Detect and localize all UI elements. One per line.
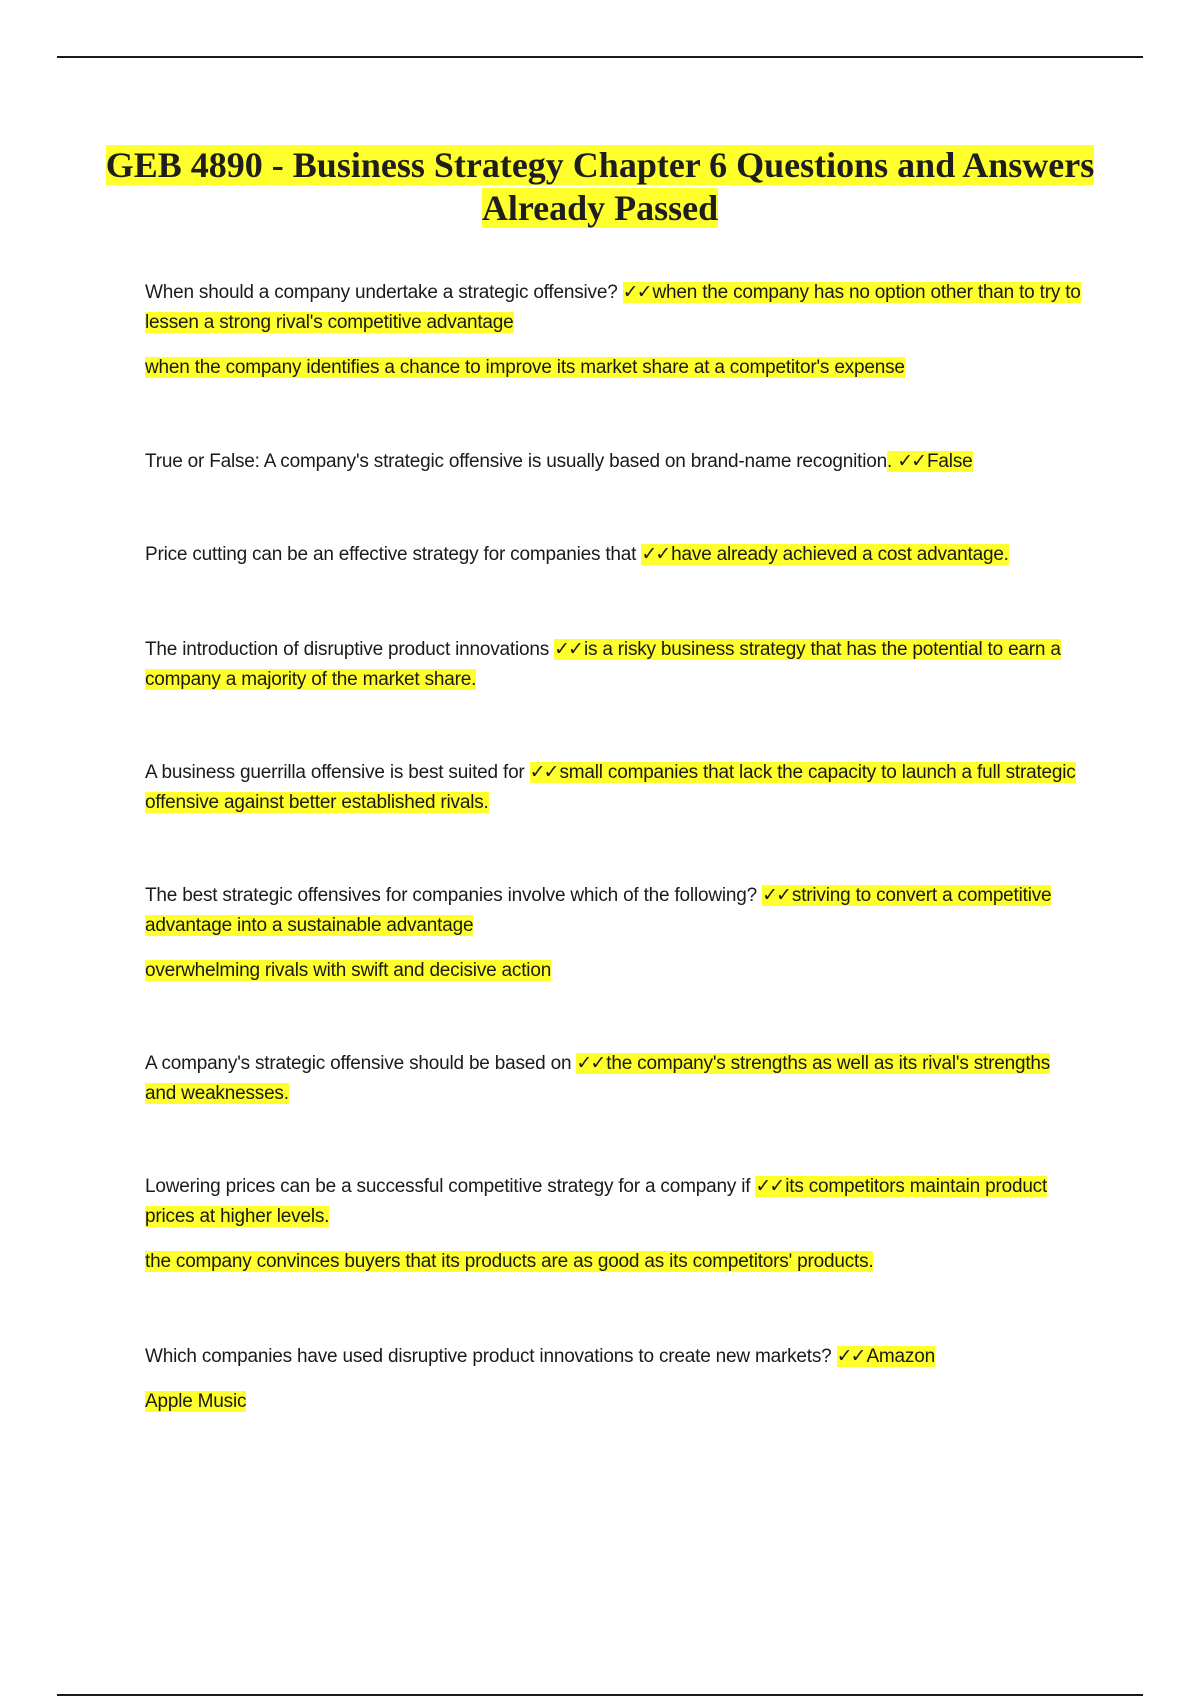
answer-text: its competitors maintain product prices at higher levels. xyxy=(145,1176,1048,1227)
qa-item-4 xyxy=(145,634,1085,695)
answer-extra: when the company identifies a chance to improve its market share at a competitor's expense xyxy=(145,357,905,378)
double-check-icon: ✓✓ xyxy=(836,1345,865,1367)
answer-text: striving to convert a competitive advantage into a sustainable advantage xyxy=(145,885,1052,936)
qa-line xyxy=(145,1171,1085,1232)
answer-extra-line xyxy=(145,1387,1085,1417)
answer-prefix: . xyxy=(887,451,898,472)
qa-line xyxy=(145,634,1085,695)
qa-item-3 xyxy=(145,539,1085,570)
double-check-icon: ✓✓ xyxy=(622,281,651,303)
answer-highlight xyxy=(887,451,972,472)
question-text: A company's strategic offensive should be based on xyxy=(145,1053,577,1074)
bottom-rule xyxy=(57,1694,1143,1696)
answer-highlight xyxy=(641,544,1008,565)
answer-extra: Apple Music xyxy=(145,1391,247,1412)
answer-extra-line xyxy=(145,353,1085,383)
qa-line xyxy=(145,757,1085,818)
answer-text: False xyxy=(927,451,973,472)
double-check-icon: ✓✓ xyxy=(897,450,926,472)
qa-item-6 xyxy=(145,880,1085,986)
answer-extra-line xyxy=(145,956,1085,986)
qa-item-5 xyxy=(145,757,1085,818)
answer-highlight xyxy=(837,1346,935,1367)
question-text: Price cutting can be an effective strategy for companies that xyxy=(145,544,642,565)
double-check-icon: ✓✓ xyxy=(554,638,582,660)
double-check-icon: ✓✓ xyxy=(755,1175,784,1197)
double-check-icon: ✓✓ xyxy=(641,543,670,565)
question-text: The best strategic offensives for companies involve which of the following? xyxy=(145,885,763,906)
top-rule xyxy=(57,56,1143,58)
question-text: Which companies have used disruptive product innovations to create new markets? xyxy=(145,1346,837,1367)
qa-item-2 xyxy=(145,446,1085,477)
question-text: The introduction of disruptive product innovations xyxy=(145,639,555,660)
double-check-icon: ✓✓ xyxy=(762,884,790,906)
answer-text: Amazon xyxy=(866,1346,935,1367)
answer-text: when the company has no option other than to try to lessen a strong rival's competitive advantage xyxy=(145,282,1081,333)
answer-text: small companies that lack the capacity to launch a full strategic offensive against better established rivals. xyxy=(145,762,1076,813)
double-check-icon: ✓✓ xyxy=(529,761,558,783)
document-title xyxy=(100,144,1100,230)
qa-line xyxy=(145,1341,1085,1372)
question-text: Lowering prices can be a successful competitive strategy for a company if xyxy=(145,1176,756,1197)
qa-line xyxy=(145,539,1085,570)
qa-line xyxy=(145,446,1085,477)
qa-line xyxy=(145,277,1085,338)
answer-text: is a risky business strategy that has the potential to earn a company a majority of the market share. xyxy=(145,639,1061,690)
answer-extra-line xyxy=(145,1247,1085,1277)
question-text: A business guerrilla offensive is best suited for xyxy=(145,762,530,783)
question-text: When should a company undertake a strategic offensive? xyxy=(145,282,623,303)
qa-item-7 xyxy=(145,1048,1085,1109)
double-check-icon: ✓✓ xyxy=(576,1052,605,1074)
qa-item-9 xyxy=(145,1341,1085,1417)
qa-line xyxy=(145,880,1085,941)
answer-text: the company's strengths as well as its rival's strengths and weaknesses. xyxy=(145,1053,1051,1104)
qa-item-1 xyxy=(145,277,1085,383)
answer-text: have already achieved a cost advantage. xyxy=(671,544,1009,565)
qa-line xyxy=(145,1048,1085,1109)
qa-item-8 xyxy=(145,1171,1085,1277)
answer-extra: the company convinces buyers that its products are as good as its competitors' products. xyxy=(145,1251,874,1272)
answer-extra: overwhelming rivals with swift and decisive action xyxy=(145,960,552,981)
document-title-text: GEB 4890 - Business Strategy Chapter 6 Questions and Answers Already Passed xyxy=(105,145,1095,228)
question-text: True or False: A company's strategic offensive is usually based on brand-name recognition xyxy=(145,451,888,472)
